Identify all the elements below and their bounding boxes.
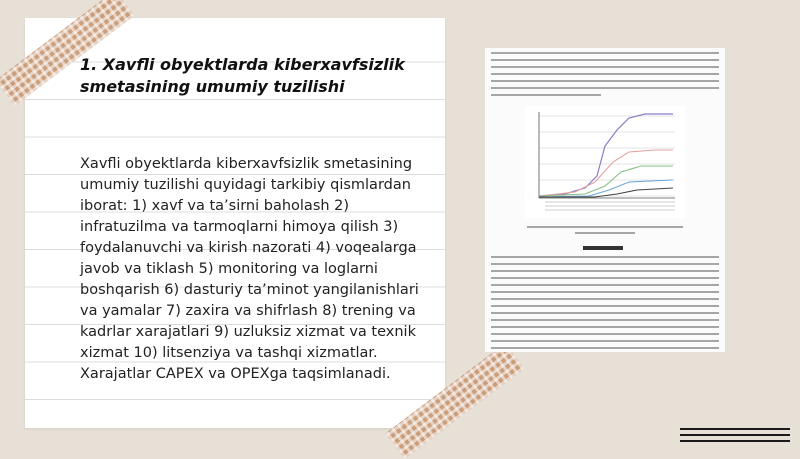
document-chart-figure xyxy=(525,106,685,218)
document-page-image xyxy=(485,48,725,352)
slide-title: 1. Xavfli obyektlarda kiberxavfsizlik smetasining umumiy tuzilishi xyxy=(80,55,405,96)
document-section-heading xyxy=(583,246,623,250)
slide-body-text: Xavfli obyektlarda kiberxavfsizlik smetasining umumiy tuzilishi quyidagi tarkibiy qismlardan iborat: 1) xavf va ta’sirni baholash 2) infratuzilma va tarmoqlarni himoya qilish 3) foydalanuvchi va kirish nazorati 4) voqealarga javob va tiklash 5) monitoring va loglarni boshqarish 6) dasturiy ta’minot yangilanishlari va yamalar 7) zaxira va shifrlash 8) trening va kadrlar xarajatlari 9) uzluksiz xizmat va texnik xizmat 10) litsenziya va tashqi xizmatlar. Xarajatlar CAPEX va OPEXga taqsimlanadi. xyxy=(80,156,419,382)
decorative-stripes xyxy=(680,428,790,446)
